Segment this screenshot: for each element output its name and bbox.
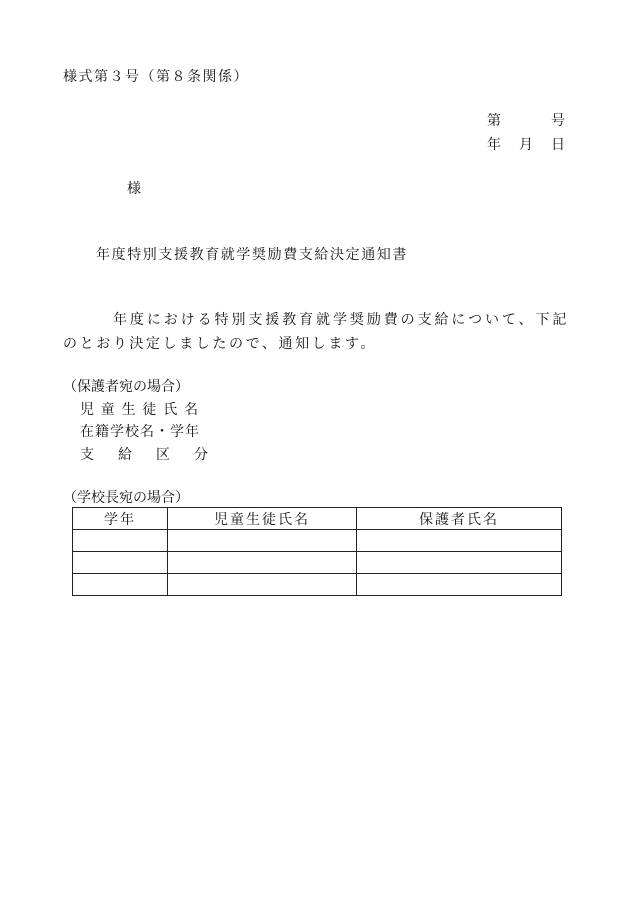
- school-grade-label: 在籍学校名・学年: [80, 424, 200, 440]
- student-name-char: 生: [121, 402, 136, 418]
- table-header-row: [73, 508, 562, 530]
- guardian-name-cell: [357, 530, 562, 552]
- table-row: [73, 574, 562, 596]
- grade-cell: [73, 574, 168, 596]
- document-number: [487, 110, 565, 130]
- table-row: [73, 530, 562, 552]
- student-name-char: 名: [183, 402, 198, 418]
- support-category-char: 分: [194, 447, 208, 463]
- guardian-section-heading: （保護者宛の場合）: [63, 379, 189, 395]
- column-header-grade: 学年: [73, 508, 168, 530]
- support-category-label: [80, 444, 208, 464]
- support-category-char: 給: [118, 447, 132, 463]
- student-roster-table: [72, 507, 562, 596]
- student-name-char: 童: [100, 402, 115, 418]
- document-number-suffix: 号: [551, 113, 565, 129]
- document-title: 年度特別支援教育就学奨励費支給決定通知書: [96, 247, 408, 263]
- form-number: 様式第３号（第８条関係）: [63, 69, 249, 85]
- support-category-char: 区: [156, 447, 170, 463]
- addressee-honorific: 様: [127, 181, 141, 197]
- student-name-char: 児: [80, 402, 94, 418]
- document-number-prefix: 第: [487, 113, 501, 129]
- student-name-cell: [168, 530, 357, 552]
- student-name-char: 徒: [142, 402, 157, 418]
- student-name-cell: [168, 552, 357, 574]
- grade-cell: [73, 530, 168, 552]
- table-row: [73, 552, 562, 574]
- column-header-student-name: 児童生徒氏名: [168, 508, 357, 530]
- date-year: 年: [487, 137, 501, 153]
- date-day: 日: [551, 137, 565, 153]
- date-month: 月: [519, 137, 533, 153]
- column-header-guardian-name: 保護者氏名: [357, 508, 562, 530]
- document-date: [487, 134, 565, 154]
- student-name-cell: [168, 574, 357, 596]
- guardian-name-cell: [357, 574, 562, 596]
- grade-cell: [73, 552, 168, 574]
- principal-section-heading: （学校長宛の場合）: [63, 490, 189, 506]
- support-category-char: 支: [80, 447, 94, 463]
- guardian-name-cell: [357, 552, 562, 574]
- student-name-label: [80, 399, 198, 419]
- student-name-char: 氏: [163, 402, 178, 418]
- body-text: 年度における特別支援教育就学奨励費の支給について、下記のとおり決定しましたので、通知します。: [63, 312, 569, 352]
